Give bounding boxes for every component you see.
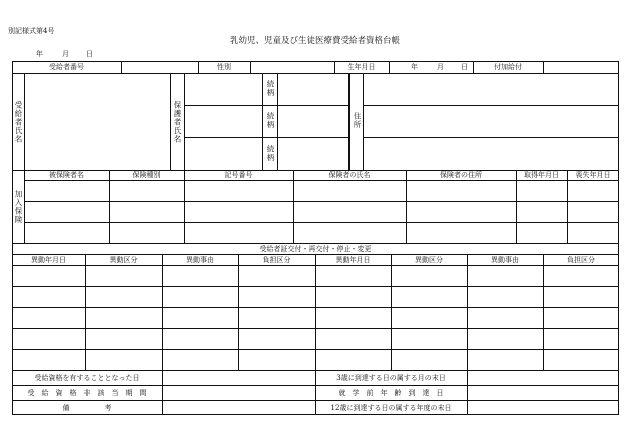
age12-end-label: 12歳に到達する日の属する年度の末日 [330,403,452,412]
insurer-name-header: 保険者の氏名 [328,171,371,179]
rule [467,254,468,370]
recipient-name-field[interactable] [25,74,170,170]
acquired-date-header: 取得年月日 [524,171,559,179]
rule [363,137,619,138]
change-reason-header-1: 異動事由 [186,255,214,264]
change-date-header-1: 異動年月日 [31,255,66,264]
rule [567,170,568,243]
eligibility-date-label: 受給資格を有することとなった日 [34,373,140,382]
rule [363,105,619,106]
rule [162,254,163,370]
symbol-number-header: 記号番号 [224,171,253,179]
rule [24,201,619,202]
additional-benefit-field[interactable] [543,61,619,73]
rule [184,137,348,138]
guardian-name-label: 保護者氏名 [173,101,182,144]
insurance-type-header: 保険種別 [132,171,161,179]
change-reason-header-2: 異動事由 [491,255,519,264]
rule [406,170,407,243]
burden-type-header-1: 負担区分 [262,255,291,264]
change-date-header-2: 異動年月日 [335,255,371,264]
date-day-label: 日 [86,50,93,58]
rule [109,170,110,243]
rule [363,73,364,170]
rule [24,222,619,223]
rule [293,170,294,243]
lost-date-header: 喪失年月日 [575,171,611,179]
change-type-header-2: 異動区分 [415,255,443,264]
recipient-name-label: 受給者氏名 [14,101,23,144]
rule [516,170,517,243]
rule [467,370,468,415]
rule [389,61,390,73]
changes-section-title: 受給者証交付・再交付・停止・変更 [259,244,372,253]
recipient-number-label: 受給者番号 [49,63,84,71]
birth-year-label: 年 [411,63,418,71]
rule [543,254,544,370]
rule [184,170,185,243]
page-title: 乳幼児、児童及び生徒医療費受給者資格台帳 [229,36,400,46]
rule [238,254,239,370]
relation-label-3: 続柄 [266,145,275,162]
insured-name-header: 被保険者名 [49,171,84,179]
school-age-label: 就 学 前 年 齢 到 達 日 [338,388,444,397]
gender-field[interactable] [250,61,334,73]
rule [162,370,163,415]
date-year-label: 年 [36,50,43,58]
ineligible-period-label: 受 給 資 格 非 該 当 期 間 [27,388,147,397]
address-label: 住所 [353,112,362,129]
change-type-header-1: 異動区分 [109,255,138,264]
rule [262,73,263,170]
date-month-label: 月 [62,50,69,58]
remarks-label: 備 考 [62,403,112,412]
recipient-number-field[interactable] [121,61,198,73]
burden-type-header-2: 負担区分 [567,255,595,264]
relation-label-1: 続柄 [266,80,275,97]
rule [277,73,278,170]
rule [85,254,86,370]
rule [348,73,350,170]
age3-end-label: 3歳に到達する日の属する月の末日 [336,373,446,382]
rule [184,105,348,106]
additional-benefit-label: 付加給付 [494,63,522,71]
gender-label: 性別 [217,63,231,71]
rule [391,254,392,370]
birth-month-label: 月 [437,63,444,71]
insurance-section-label: 加入保険 [14,190,23,224]
birth-date-label: 生年月日 [347,63,376,71]
birth-day-label: 日 [461,63,468,71]
form-number: 別記様式第4号 [8,27,55,35]
relation-label-2: 続柄 [266,112,275,129]
rule [315,254,316,370]
insurer-address-header: 保険者の住所 [440,171,482,179]
rule [184,73,185,170]
rule [24,180,619,181]
